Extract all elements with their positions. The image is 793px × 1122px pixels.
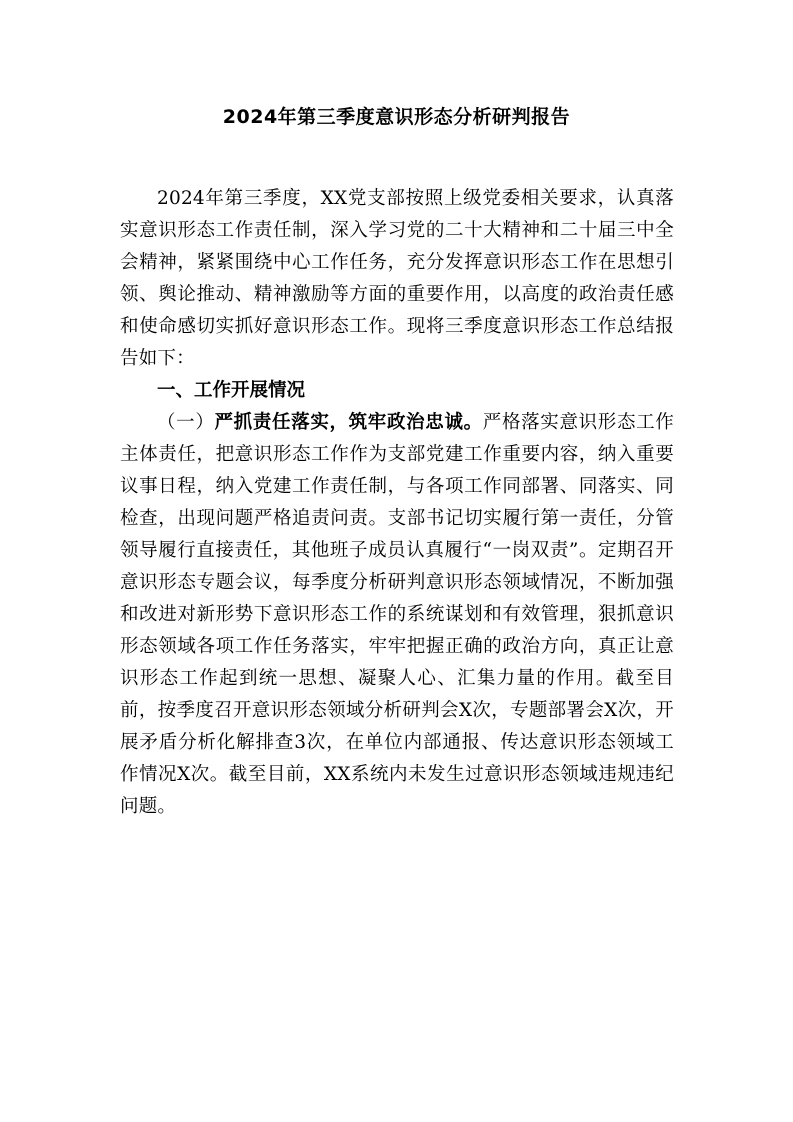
- document-body: [120, 183, 674, 823]
- intro-paragraph: 2024年第三季度，XX党支部按照上级党委相关要求，认真落实意识形态工作责任制，深入学习党的二十大精神和二十届三中全会精神，紧紧围绕中心工作任务，充分发挥意识形态工作在思想引领、舆论推动、精神激励等方面的重要作用，以高度的政治责任感和使命感切实抓好意识形态工作。现将三季度意识形态工作总结报告如下：: [120, 188, 674, 369]
- subsection-lead: 严抓责任落实，筑牢政治忠诚。: [214, 412, 483, 433]
- section-heading: 一、工作开展情况: [157, 380, 306, 401]
- subsection-paragraph: [120, 407, 674, 823]
- subsection-text: 严格落实意识形态工作主体责任，把意识形态工作作为支部党建工作重要内容，纳入重要议事日程，纳入党建工作责任制，与各项工作同部署、同落实、同检查，出现问题严格追责问责。支部书记切实履行第一责任，分管领导履行直接责任，其他班子成员认真履行“一岗双责”。定期召开意识形态专题会议，每季度分析研判意识形态领域情况，不断加强和改进对新形势下意识形态工作的系统谋划和有效管理，狠抓意识形态领域各项工作任务落实，牢牢把握正确的政治方向，真正让意识形态工作起到统一思想、凝聚人心、汇集力量的作用。截至目前，按季度召开意识形态领域分析研判会X次，专题部署会X次，开展矛盾分析化解排查3次，在单位内部通报、传达意识形态领域工作情况X次。截至目前，XX系统内未发生过意识形态领域违规违纪问题。: [120, 412, 674, 817]
- subsection-number: （一）: [157, 412, 215, 433]
- document-title: 2024年第三季度意识形态分析研判报告: [222, 106, 571, 128]
